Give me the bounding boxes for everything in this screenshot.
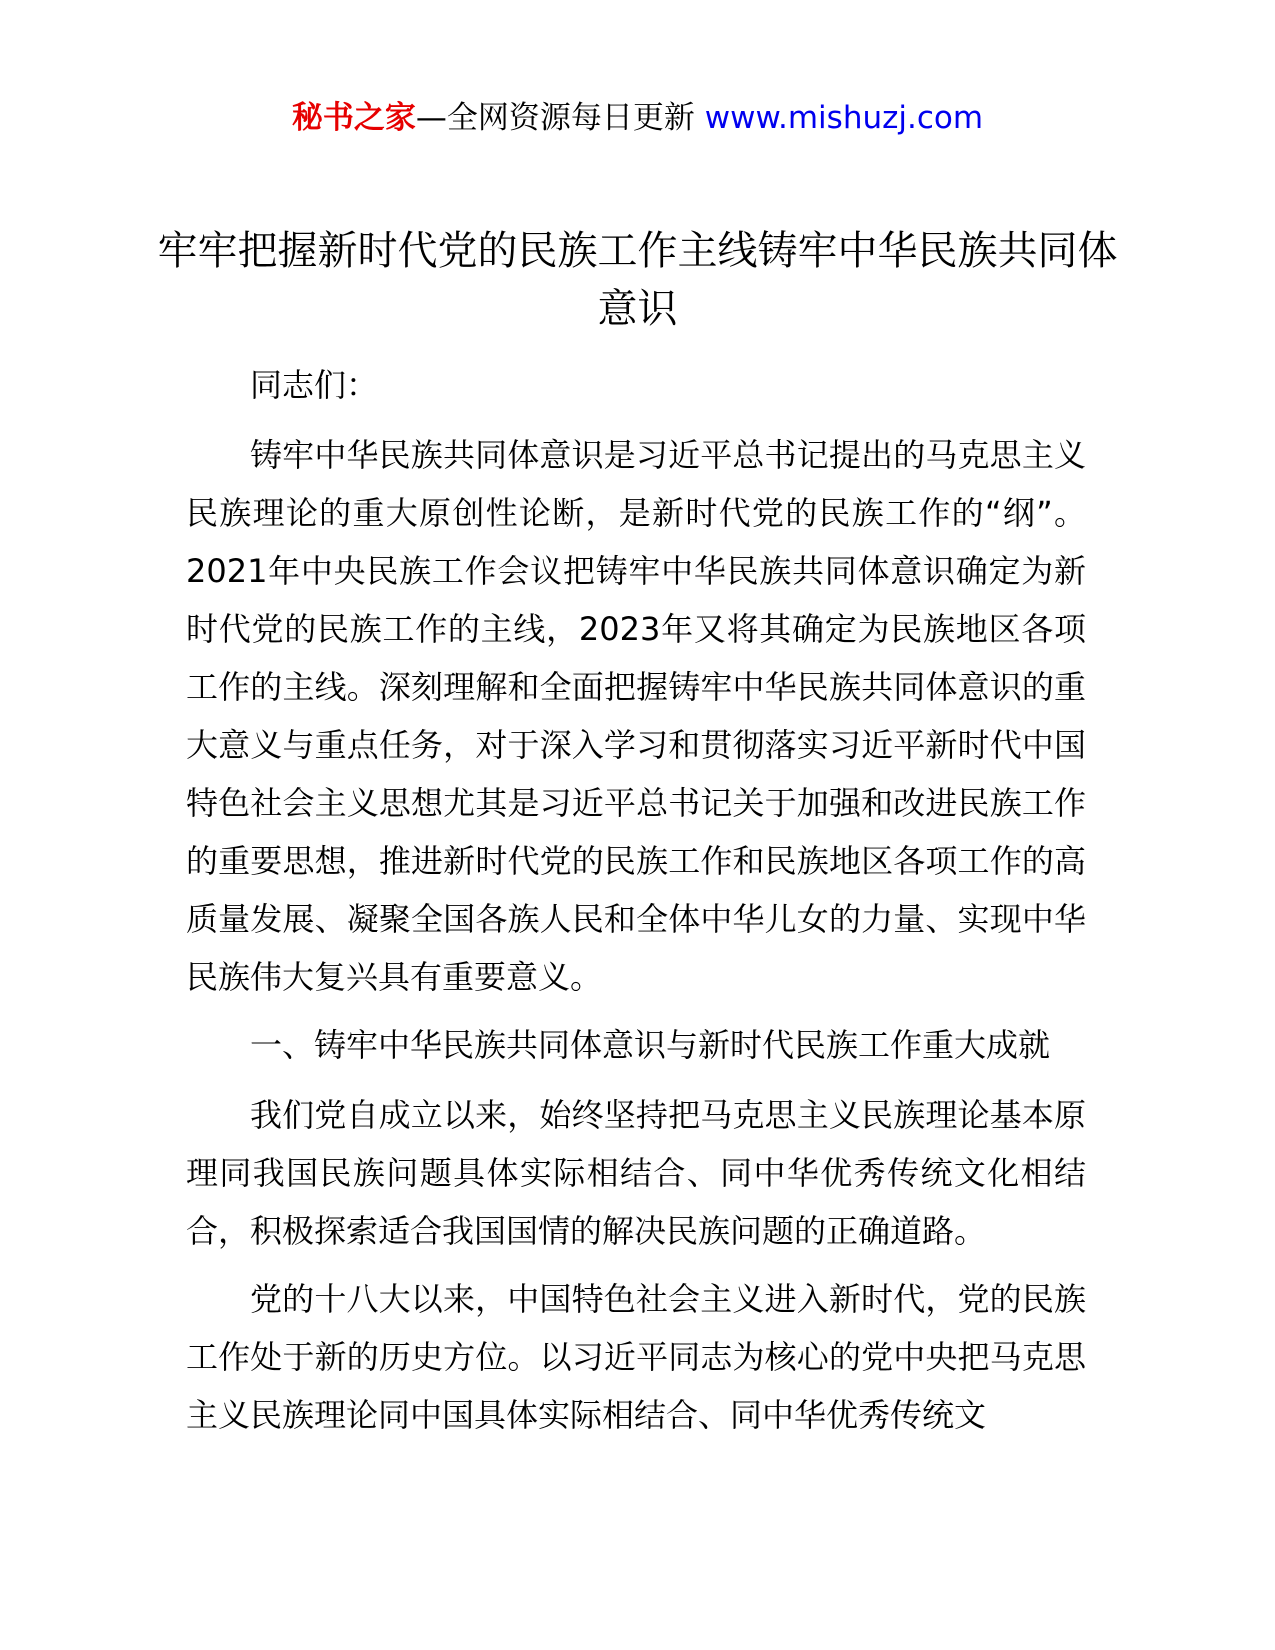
document-title: 牢牢把握新时代党的民族工作主线铸牢中华民族共同体意识 xyxy=(157,228,1118,332)
brand-name: 秘书之家 xyxy=(291,100,416,136)
header-tagline: —全网资源每日更新 xyxy=(415,100,695,136)
paragraph: 铸牢中华民族共同体意识是习近平总书记提出的马克思主义民族理论的重大原创性论断，是新时代党的民族工作的“纲”。2021年中央民族工作会议把铸牢中华民族共同体意识确定为新时代党的民族工作的主线，2023年又将其确定为民族地区各项工作的主线。深刻理解和全面把握铸牢中华民族共同体意识的重大意义与重点任务，对于深入学习和贯彻落实习近平新时代中国特色社会主义思想尤其是习近平总书记关于加强和改进民族工作的重要思想，推进新时代党的民族工作和民族地区各项工作的高质量发展、凝聚全国各族人民和全体中华儿女的力量、实现中华民族伟大复兴具有重要意义。 xyxy=(186,436,1086,996)
greeting: 同志们： xyxy=(250,366,379,404)
paragraph: 我们党自成立以来，始终坚持把马克思主义民族理论基本原理同我国民族问题具体实际相结合、同中华优秀传统文化相结合，积极探索适合我国国情的解决民族问题的正确道路。 xyxy=(186,1096,1086,1250)
paragraph: 党的十八大以来，中国特色社会主义进入新时代，党的民族工作处于新的历史方位。以习近平同志为核心的党中央把马克思主义民族理论同中国具体实际相结合、同中华优秀传统文 xyxy=(186,1280,1086,1434)
section-heading: 一、铸牢中华民族共同体意识与新时代民族工作重大成就 xyxy=(250,1026,1051,1064)
site-header xyxy=(0,98,1275,138)
site-url-link[interactable]: www.mishuzj.com xyxy=(704,100,984,136)
document-body xyxy=(186,356,1086,1454)
